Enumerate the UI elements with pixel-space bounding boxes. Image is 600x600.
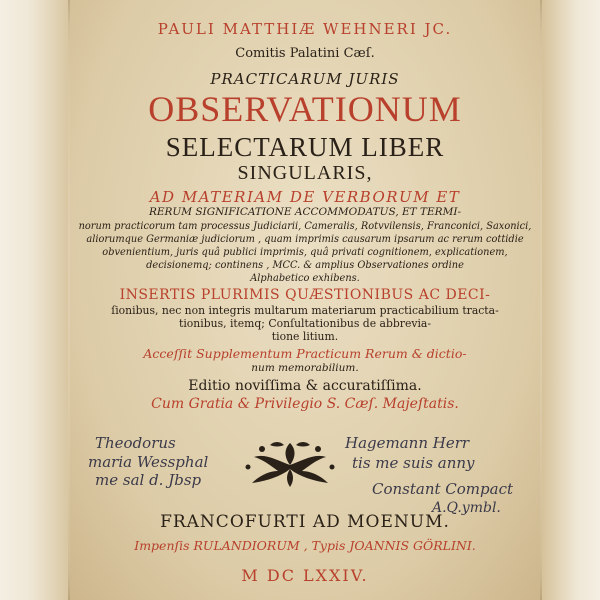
year-line: M DC LXXIV. [241, 566, 369, 585]
description-line-4: decisionemq; continens , MCC. & amplius Observationes ordine [146, 260, 464, 271]
printer-line: Impenſis RULANDIORUM , Typis JOANNIS GÖRLINI. [134, 538, 476, 553]
author-title: Comitis Palatini Cæſ. [235, 46, 375, 61]
description-line-2: aliorumque Germaniæ judiciorum , quam imprimis causarum ipsarum ac rerum cottidie [86, 234, 524, 245]
handwriting-left-3: me sal d. Jbsp [95, 471, 202, 489]
work-pre-title: PRACTICARUM JURIS [210, 70, 400, 88]
edition-line: Editio noviſſima & accuratiſſima. [188, 378, 422, 394]
inserted-line-3: tione litium. [271, 330, 339, 343]
supplement-line-1: Acceſſit Supplementum Practicum Rerum & dictio- [143, 346, 467, 361]
privilege-line: Cum Gratia & Privilegio S. Cæſ. Majeſtatis. [151, 396, 459, 412]
inserted-line-1: ſionibus, nec non integris multarum materiarum practicabilium tracta- [111, 304, 499, 317]
description-line-1: norum practicorum tam processus Judiciarii, Cameralis, Rotvvilensis, Franconici, Saxonici, [78, 221, 532, 232]
page-margin-left [0, 0, 68, 600]
inserted-line-2: tionibus, itemq; Conſultationibus de abbrevia- [179, 317, 431, 330]
handwriting-left-1: Theodorus [95, 434, 176, 452]
main-title-2: SELECTARUM LIBER [165, 132, 445, 162]
handwriting-right-4: A.Q.ymbl. [432, 500, 501, 516]
page-margin-right [542, 0, 600, 600]
description-line-3: obvenientium, juris quâ publici imprimis, quâ privati cognitionem, explicationem, [102, 247, 508, 258]
floral-vignette-icon [240, 435, 340, 490]
author-line: PAULI MATTHIÆ WEHNERI JC. [157, 20, 453, 38]
handwriting-left-2: maria Wessphal [88, 453, 209, 471]
handwriting-right-2: tis me suis anny [352, 454, 475, 472]
place-line: FRANCOFURTI AD MOENUM. [160, 512, 450, 532]
subtitle-line-2: RERUM SIGNIFICATIONE ACCOMMODATUS, ET TERMI- [148, 206, 462, 218]
main-title: OBSERVATIONUM [148, 89, 462, 129]
subtitle-line-1: AD MATERIAM DE VERBORUM ET [149, 188, 461, 206]
inserted-heading: INSERTIS PLURIMIS QUÆSTIONIBUS AC DECI- [119, 287, 491, 303]
description-line-5: Alphabetico exhibens. [250, 273, 360, 284]
handwriting-right-1: Hagemann Herr [345, 434, 470, 452]
handwriting-right-3: Constant Compact [372, 480, 513, 498]
singular-line: SINGULARIS, [237, 162, 373, 184]
supplement-line-2: num memorabilium. [251, 362, 359, 374]
